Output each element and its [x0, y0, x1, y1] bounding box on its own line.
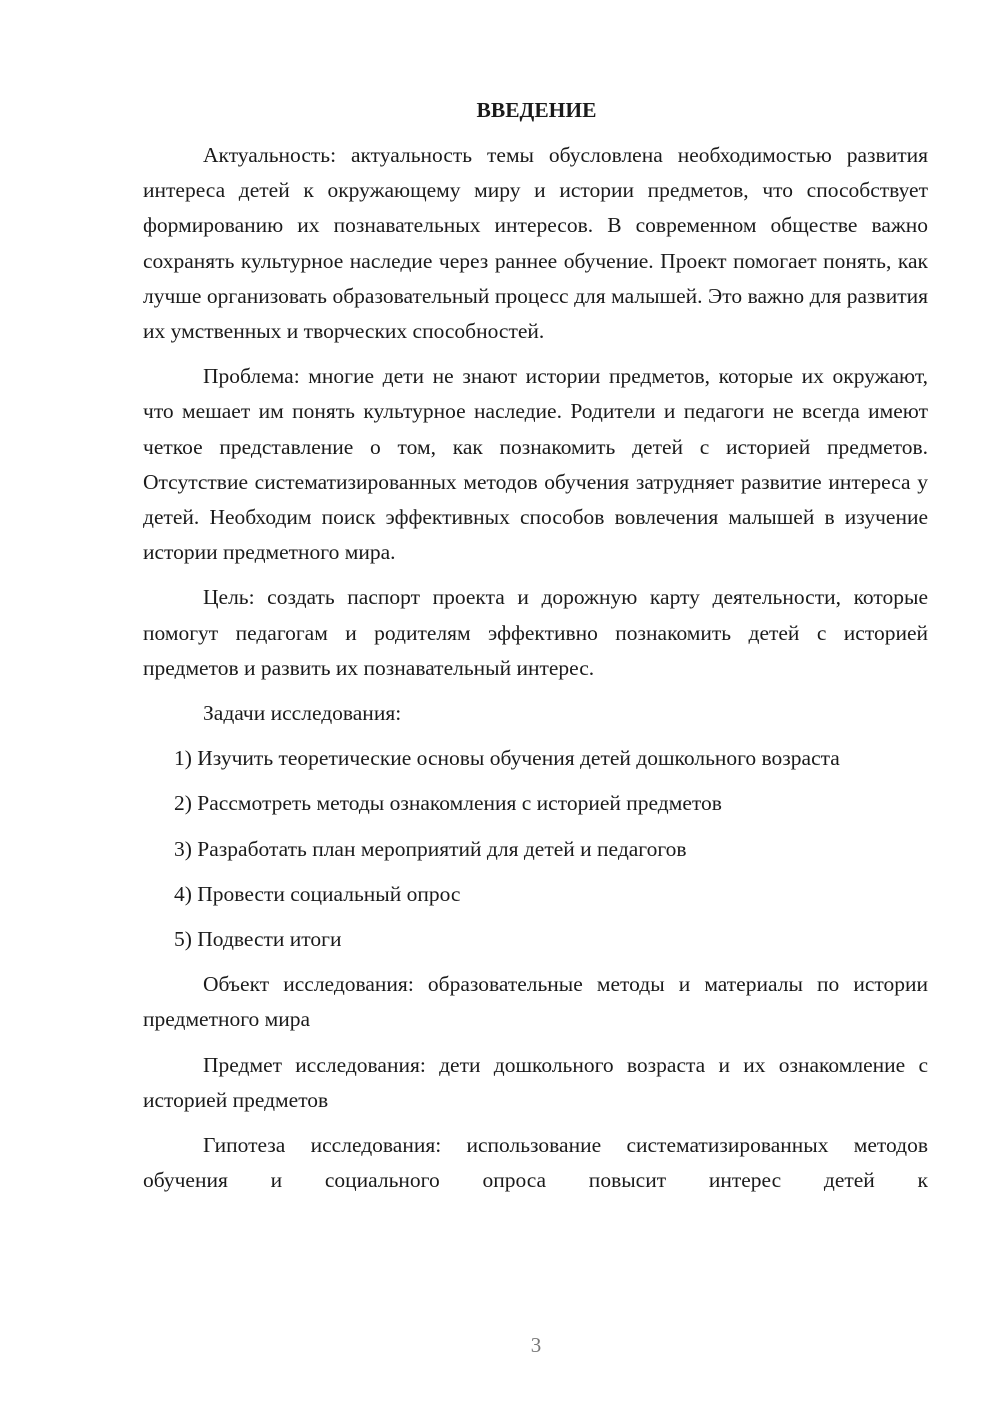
- subject-paragraph: Предмет исследования: дети дошкольного возраста и их ознакомление с историей предметов: [143, 1052, 928, 1112]
- task-item-4: 4) Провести социальный опрос: [174, 881, 461, 906]
- relevance-paragraph: Актуальность: актуальность темы обусловлена необходимостью развития интереса детей к окружающему миру и истории предметов, что способствует формированию их познавательных интересов. В современном обществе важно сохранять культурное наследие через раннее обучение. Проект помогает понять, как лучше организовать образовательный процесс для малышей. Это важно для развития их умственных и творческих способностей.: [143, 143, 928, 344]
- document-page: [143, 92, 928, 1208]
- section-heading: ВВЕДЕНИЕ: [476, 98, 597, 122]
- task-item-3: 3) Разработать план мероприятий для детей и педагогов: [174, 836, 687, 861]
- hypothesis-paragraph: Гипотеза исследования: использование систематизированных методов обучения и социального опроса повысит интерес детей к: [143, 1133, 928, 1193]
- problem-paragraph: Проблема: многие дети не знают истории предметов, которые их окружают, что мешает им понять культурное наследие. Родители и педагоги не всегда имеют четкое представление о том, как познакомить детей с историей предметов. Отсутствие систематизированных методов обучения затрудняет развитие интереса у детей. Необходим поиск эффективных способов вовлечения малышей в изучение истории предметного мира.: [143, 364, 928, 565]
- task-item-1: 1) Изучить теоретические основы обучения детей дошкольного возраста: [174, 746, 840, 771]
- object-paragraph: Объект исследования: образовательные методы и материалы по истории предметного мира: [143, 972, 928, 1032]
- page-number: 3: [530, 1333, 542, 1357]
- goal-paragraph: Цель: создать паспорт проекта и дорожную карту деятельности, которые помогут педагогам и родителям эффективно познакомить детей с историей предметов и развить их познавательный интерес.: [143, 585, 928, 680]
- task-item-5: 5) Подвести итоги: [174, 927, 342, 952]
- task-item-2: 2) Рассмотреть методы ознакомления с историей предметов: [174, 791, 722, 816]
- tasks-title: Задачи исследования:: [203, 701, 402, 726]
